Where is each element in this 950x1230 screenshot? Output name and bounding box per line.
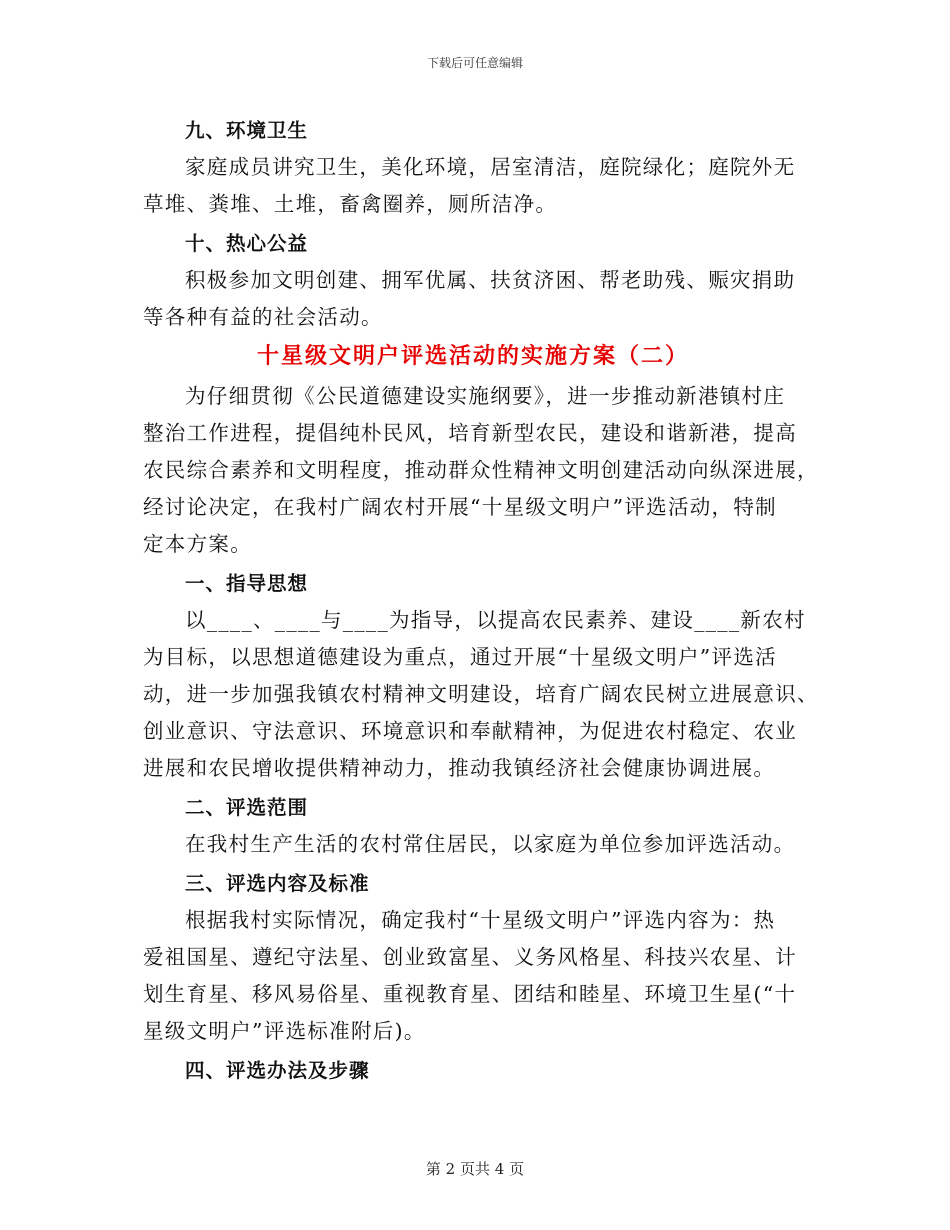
paragraph-line: 进展和农民增收提供精神动力，推动我镇经济社会健康协调进展。 [143, 756, 776, 780]
page-footer: 第 2 页共 4 页 [425, 1160, 525, 1178]
paragraph-line: 经讨论决定，在我村广阔农村开展“十星级文明户”评选活动，特制 [143, 495, 777, 519]
paragraph-line: 为目标，以思想道德建设为重点，通过开展“十星级文明户”评选活 [143, 645, 777, 669]
paragraph-line: 爱祖国星、遵纪守法星、创业致富星、义务风格星、科技兴农星、计 [143, 945, 797, 969]
section-heading: 九、环境卫生 [185, 119, 309, 142]
paragraph-line: 农民综合素养和文明程度，推动群众性精神文明创建活动向纵深进展， [143, 458, 819, 482]
section-heading: 一、指导思想 [185, 572, 309, 595]
section-heading: 三、评选内容及标准 [185, 872, 370, 895]
paragraph-line: 根据我村实际情况，确定我村“十星级文明户”评选内容为：热 [185, 908, 776, 932]
paragraph-line: 星级文明户”评选标准附后)。 [143, 1019, 426, 1043]
paragraph-line: 整治工作进程，提倡纯朴民风，培育新型农民，建设和谐新港，提高 [143, 421, 797, 445]
paragraph-line: 为仔细贯彻《公民道德建设实施纲要》，进一步推动新港镇村庄 [185, 384, 786, 408]
paragraph-line: 动，进一步加强我镇农村精神文明建设，培育广阔农民树立进展意识、 [143, 682, 819, 706]
header-note: 下载后可任意编辑 [426, 56, 523, 70]
section-heading: 四、评选办法及步骤 [185, 1059, 370, 1082]
paragraph-line: 等各种有益的社会活动。 [143, 305, 383, 329]
document-body [143, 110, 819, 1089]
paragraph-line: 以____、____与____为指导，以提高农民素养、建设____新农村 [185, 608, 806, 632]
paragraph-line: 积极参加文明创建、拥军优属、扶贫济困、帮老助残、赈灾捐助 [185, 268, 796, 292]
section-heading: 二、评选范围 [185, 796, 309, 819]
paragraph-line: 在我村生产生活的农村常住居民，以家庭为单位参加评选活动。 [185, 832, 796, 856]
section-heading: 十、热心公益 [185, 232, 309, 255]
paragraph-line: 草堆、粪堆、土堆，畜禽圈养，厕所洁净。 [143, 192, 558, 216]
document-title: 十星级文明户评选活动的实施方案（二） [256, 344, 689, 369]
paragraph-line: 创业意识、守法意识、环境意识和奉献精神，为促进农村稳定、农业 [143, 719, 797, 743]
paragraph-line: 划生育星、移风易俗星、重视教育星、团结和睦星、环境卫生星(“十 [143, 982, 797, 1006]
paragraph-line: 定本方案。 [143, 532, 252, 556]
paragraph-line: 家庭成员讲究卫生，美化环境，居室清洁，庭院绿化；庭院外无 [185, 155, 796, 179]
